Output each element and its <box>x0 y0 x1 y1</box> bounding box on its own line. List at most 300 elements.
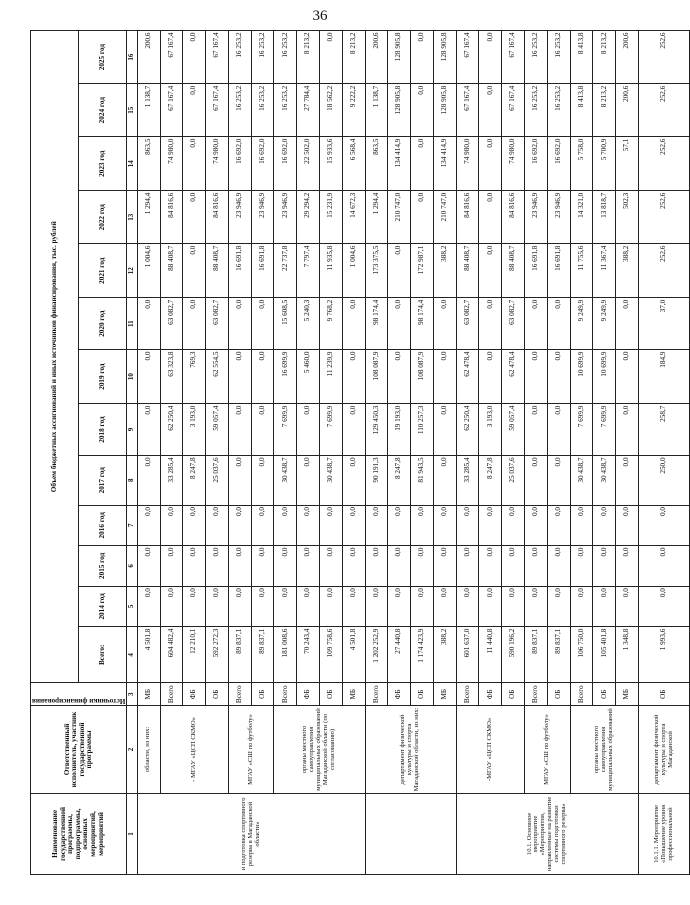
value-cell: 5 240,3 <box>297 298 320 350</box>
value-cell: 0,0 <box>547 505 570 546</box>
value-cell: 0,0 <box>479 137 502 191</box>
value-cell: 0,0 <box>479 505 502 546</box>
value-cell: 0,0 <box>342 546 365 587</box>
value-cell: 16 253,2 <box>251 84 274 137</box>
value-cell: 0,0 <box>479 84 502 137</box>
value-cell: 0,0 <box>228 455 251 505</box>
value-cell: 252,6 <box>638 84 689 137</box>
value-cell: 16 253,2 <box>228 84 251 137</box>
value-cell: 8 247,8 <box>479 455 502 505</box>
table-row <box>456 31 479 875</box>
value-cell: 0,0 <box>502 505 525 546</box>
value-cell: 0,0 <box>638 505 689 546</box>
value-cell: 0,0 <box>479 244 502 298</box>
value-cell: 129 450,3 <box>365 404 388 456</box>
value-cell: 8 413,8 <box>570 31 593 84</box>
col-source-header <box>31 683 127 706</box>
value-cell: 30 438,7 <box>320 455 343 505</box>
value-cell: 11 935,8 <box>320 244 343 298</box>
value-cell: 16 253,2 <box>274 31 297 84</box>
year-header: 2020 год <box>79 298 127 350</box>
value-cell: 88 408,7 <box>502 244 525 298</box>
value-cell: 0,0 <box>183 546 206 587</box>
value-cell: 1 138,7 <box>137 84 160 137</box>
value-cell: 388,2 <box>616 244 639 298</box>
value-cell: 63 082,7 <box>502 298 525 350</box>
value-cell: 0,0 <box>525 350 548 404</box>
budget-table <box>30 30 690 875</box>
value-cell: 0,0 <box>342 350 365 404</box>
value-cell: 63 082,7 <box>206 298 229 350</box>
value-cell: 134 414,9 <box>433 137 456 191</box>
value-cell: 0,0 <box>137 586 160 627</box>
index-cell: 2 <box>127 706 137 794</box>
source-cell: МБ <box>433 683 456 706</box>
source-cell: МБ <box>616 683 639 706</box>
value-cell: 1 348,8 <box>616 627 639 683</box>
value-cell: 0,0 <box>183 137 206 191</box>
value-cell: 16 692,0 <box>547 137 570 191</box>
value-cell: 0,0 <box>388 505 411 546</box>
value-cell: 172 987,1 <box>411 244 434 298</box>
value-cell: 70 243,4 <box>297 627 320 683</box>
value-cell: 0,0 <box>456 586 479 627</box>
value-cell: 0,0 <box>342 505 365 546</box>
year-header: 2014 год <box>79 586 127 627</box>
value-cell: 16 253,2 <box>228 31 251 84</box>
value-cell: 0,0 <box>160 546 183 587</box>
value-cell: 0,0 <box>411 84 434 137</box>
table-row <box>365 31 388 875</box>
index-row <box>127 31 137 875</box>
value-cell: 184,9 <box>638 350 689 404</box>
table-row <box>525 31 548 875</box>
value-cell: 98 174,4 <box>365 298 388 350</box>
value-cell: 0,0 <box>502 586 525 627</box>
value-cell: 19 193,0 <box>388 404 411 456</box>
value-cell: 106 750,0 <box>570 627 593 683</box>
value-cell: 16 253,2 <box>251 31 274 84</box>
value-cell: 13 818,7 <box>593 191 616 244</box>
value-cell: 16 253,2 <box>274 84 297 137</box>
value-cell: 63 082,7 <box>456 298 479 350</box>
value-cell: 1 138,7 <box>365 84 388 137</box>
value-cell: 0,0 <box>297 404 320 456</box>
value-cell: 0,0 <box>251 505 274 546</box>
index-cell: 12 <box>127 244 137 298</box>
value-cell: 1 294,4 <box>365 191 388 244</box>
value-cell: 8 213,2 <box>342 31 365 84</box>
value-cell: 0,0 <box>251 350 274 404</box>
value-cell: 16 253,2 <box>547 84 570 137</box>
value-cell: 0,0 <box>388 298 411 350</box>
value-cell: 0,0 <box>297 455 320 505</box>
value-cell: 0,0 <box>342 586 365 627</box>
value-cell: 110 257,3 <box>411 404 434 456</box>
value-cell: 388,2 <box>433 627 456 683</box>
value-cell: 16 253,2 <box>547 31 570 84</box>
value-cell: 0,0 <box>183 191 206 244</box>
value-cell: 62 250,4 <box>160 404 183 456</box>
value-cell: 0,0 <box>137 298 160 350</box>
value-cell: 0,0 <box>593 505 616 546</box>
value-cell: 0,0 <box>342 298 365 350</box>
source-cell: ОБ <box>638 683 689 706</box>
source-cell: ФБ <box>479 683 502 706</box>
value-cell: 23 946,9 <box>228 191 251 244</box>
value-cell: 0,0 <box>411 31 434 84</box>
value-cell: 0,0 <box>137 455 160 505</box>
value-cell: 181 008,6 <box>274 627 297 683</box>
value-cell: 769,3 <box>183 350 206 404</box>
value-cell: 84 816,6 <box>160 191 183 244</box>
value-cell: 8 213,2 <box>593 31 616 84</box>
index-cell: 5 <box>127 586 137 627</box>
value-cell: 109 758,6 <box>320 627 343 683</box>
index-cell: 15 <box>127 84 137 137</box>
value-cell: 22 737,8 <box>274 244 297 298</box>
year-header: 2024 год <box>79 84 127 137</box>
value-cell: 62 478,4 <box>456 350 479 404</box>
value-cell: 0,0 <box>365 546 388 587</box>
value-cell: 200,6 <box>616 84 639 137</box>
value-cell: 74 980,0 <box>456 137 479 191</box>
value-cell: 25 037,6 <box>206 455 229 505</box>
program-name-cell: 10.1. Основное мероприятие «Мероприятия, направленные на развитие системы подготовки спортивного резерва» <box>456 793 638 874</box>
executor-cell: МГАУ «СШ по футболу» <box>525 706 571 794</box>
value-cell: 0,0 <box>616 404 639 456</box>
index-cell: 9 <box>127 404 137 456</box>
value-cell: 33 285,4 <box>456 455 479 505</box>
index-cell: 16 <box>127 31 137 84</box>
value-cell: 0,0 <box>137 546 160 587</box>
value-cell: 0,0 <box>183 244 206 298</box>
value-cell: 16 691,8 <box>228 244 251 298</box>
value-cell: 0,0 <box>479 586 502 627</box>
value-cell: 128 905,8 <box>433 84 456 137</box>
value-cell: 30 438,7 <box>593 455 616 505</box>
value-cell: 33 285,4 <box>160 455 183 505</box>
value-cell: 0,0 <box>183 298 206 350</box>
value-cell: 0,0 <box>388 586 411 627</box>
value-cell: 88 408,7 <box>160 244 183 298</box>
year-header: 2016 год <box>79 505 127 546</box>
value-cell: 0,0 <box>160 586 183 627</box>
source-cell: ОБ <box>411 683 434 706</box>
value-cell: 27 784,4 <box>297 84 320 137</box>
year-header: 2015 год <box>79 546 127 587</box>
value-cell: 0,0 <box>525 404 548 456</box>
value-cell: 0,0 <box>228 404 251 456</box>
value-cell: 1 993,6 <box>638 627 689 683</box>
value-cell: 0,0 <box>433 404 456 456</box>
value-cell: 4 501,8 <box>137 627 160 683</box>
value-cell: 9 222,2 <box>342 84 365 137</box>
value-cell: 0,0 <box>206 546 229 587</box>
value-cell: 74 980,0 <box>502 137 525 191</box>
value-cell: 0,0 <box>547 350 570 404</box>
value-cell: 0,0 <box>183 505 206 546</box>
value-cell: 9 249,9 <box>570 298 593 350</box>
year-header: 2025 год <box>79 31 127 84</box>
value-cell: 16 699,9 <box>274 350 297 404</box>
year-header: 2021 год <box>79 244 127 298</box>
value-cell: 0,0 <box>456 505 479 546</box>
index-cell: 11 <box>127 298 137 350</box>
value-cell: 0,0 <box>411 505 434 546</box>
value-cell: 0,0 <box>570 546 593 587</box>
value-cell: 0,0 <box>137 404 160 456</box>
value-cell: 3 193,0 <box>479 404 502 456</box>
value-cell: 0,0 <box>479 298 502 350</box>
value-cell: 23 946,9 <box>274 191 297 244</box>
value-cell: 0,0 <box>616 455 639 505</box>
program-name-cell <box>365 793 456 874</box>
value-cell: 7 699,9 <box>593 404 616 456</box>
value-cell: 0,0 <box>228 505 251 546</box>
year-header: 2019 год <box>79 350 127 404</box>
value-cell: 62 554,5 <box>206 350 229 404</box>
value-cell: 0,0 <box>228 350 251 404</box>
table-body <box>137 31 690 875</box>
source-cell: ФБ <box>388 683 411 706</box>
value-cell: 0,0 <box>320 505 343 546</box>
executor-cell: МГАУ «СШ по футболу» <box>228 706 274 794</box>
value-cell: 0,0 <box>479 191 502 244</box>
executor-cell: области, из них: <box>137 706 160 794</box>
value-cell: 9 768,2 <box>320 298 343 350</box>
value-cell: 0,0 <box>525 298 548 350</box>
value-cell: 0,0 <box>411 546 434 587</box>
value-cell: 67 167,4 <box>456 84 479 137</box>
value-cell: 0,0 <box>320 586 343 627</box>
col-source-label: Источники финансирования <box>32 696 126 705</box>
executor-cell: -МГАУ «ЦСП СКМО» <box>456 706 524 794</box>
value-cell: 0,0 <box>479 31 502 84</box>
value-cell: 7 699,9 <box>570 404 593 456</box>
value-cell: 0,0 <box>456 546 479 587</box>
source-cell: Всего <box>228 683 251 706</box>
value-cell: 388,2 <box>433 244 456 298</box>
table-row <box>274 31 297 875</box>
value-cell: 0,0 <box>388 546 411 587</box>
value-cell: 0,0 <box>433 455 456 505</box>
value-cell: 0,0 <box>274 586 297 627</box>
value-cell: 88 408,7 <box>456 244 479 298</box>
value-cell: 0,0 <box>411 586 434 627</box>
value-cell: 0,0 <box>183 586 206 627</box>
value-cell: 1 202 252,9 <box>365 627 388 683</box>
source-cell: Всего <box>274 683 297 706</box>
value-cell: 4 501,8 <box>342 627 365 683</box>
value-cell: 67 167,4 <box>160 31 183 84</box>
value-cell: 0,0 <box>525 546 548 587</box>
table-row <box>228 31 251 875</box>
value-cell: 0,0 <box>342 455 365 505</box>
year-header: 2023 год <box>79 137 127 191</box>
value-cell: 1 174 423,9 <box>411 627 434 683</box>
value-cell: 258,7 <box>638 404 689 456</box>
value-cell: 27 440,8 <box>388 627 411 683</box>
value-cell: 0,0 <box>320 546 343 587</box>
value-cell: 0,0 <box>251 586 274 627</box>
value-cell: 63 323,8 <box>160 350 183 404</box>
value-cell: 0,0 <box>638 546 689 587</box>
value-cell: 0,0 <box>547 455 570 505</box>
total-header: Всего: <box>79 627 127 683</box>
value-cell: 30 438,7 <box>570 455 593 505</box>
value-cell: 0,0 <box>547 586 570 627</box>
program-name-cell: и подготовка спортивного резерва в Магаданской области» <box>137 793 365 874</box>
value-cell: 0,0 <box>228 586 251 627</box>
value-cell: 252,6 <box>638 191 689 244</box>
value-cell: 0,0 <box>616 298 639 350</box>
index-cell: 13 <box>127 191 137 244</box>
value-cell: 16 691,8 <box>251 244 274 298</box>
source-cell: ОБ <box>593 683 616 706</box>
value-cell: 252,6 <box>638 244 689 298</box>
value-cell: 84 816,6 <box>502 191 525 244</box>
value-cell: 0,0 <box>251 546 274 587</box>
value-cell: 3 193,0 <box>183 404 206 456</box>
value-cell: 0,0 <box>616 586 639 627</box>
value-cell: 108 087,9 <box>411 350 434 404</box>
index-cell: 14 <box>127 137 137 191</box>
source-cell: ОБ <box>206 683 229 706</box>
value-cell: 18 562,2 <box>320 84 343 137</box>
value-cell: 0,0 <box>137 350 160 404</box>
index-cell: 1 <box>127 793 137 874</box>
value-cell: 23 946,9 <box>251 191 274 244</box>
value-cell: 0,0 <box>388 244 411 298</box>
table-row <box>137 31 160 875</box>
source-cell: ОБ <box>502 683 525 706</box>
value-cell: 81 943,5 <box>411 455 434 505</box>
value-cell: 16 691,8 <box>547 244 570 298</box>
value-cell: 0,0 <box>479 350 502 404</box>
value-cell: 590 196,2 <box>502 627 525 683</box>
group-title-header: Объем бюджетных ассигнований и иных источников финансирования, тыс. рублей <box>31 31 79 683</box>
source-cell: Всего <box>525 683 548 706</box>
source-cell: ФБ <box>297 683 320 706</box>
value-cell: 10 699,9 <box>593 350 616 404</box>
value-cell: 592 272,3 <box>206 627 229 683</box>
value-cell: 8 213,2 <box>593 84 616 137</box>
source-cell: ОБ <box>320 683 343 706</box>
value-cell: 16 691,8 <box>525 244 548 298</box>
value-cell: 0,0 <box>616 350 639 404</box>
year-header: 2017 год <box>79 455 127 505</box>
value-cell: 0,0 <box>433 546 456 587</box>
value-cell: 1 004,6 <box>342 244 365 298</box>
source-cell: Всего <box>456 683 479 706</box>
value-cell: 9 249,9 <box>593 298 616 350</box>
value-cell: 12 210,1 <box>183 627 206 683</box>
value-cell: 0,0 <box>411 191 434 244</box>
value-cell: 134 414,9 <box>388 137 411 191</box>
value-cell: 29 294,2 <box>297 191 320 244</box>
value-cell: 59 057,4 <box>502 404 525 456</box>
value-cell: 67 167,4 <box>206 84 229 137</box>
value-cell: 7 699,9 <box>320 404 343 456</box>
value-cell: 0,0 <box>183 84 206 137</box>
value-cell: 502,3 <box>616 191 639 244</box>
value-cell: 15 231,9 <box>320 191 343 244</box>
value-cell: 0,0 <box>616 505 639 546</box>
value-cell: 0,0 <box>251 298 274 350</box>
value-cell: 0,0 <box>365 505 388 546</box>
value-cell: 0,0 <box>525 586 548 627</box>
value-cell: 84 816,6 <box>456 191 479 244</box>
value-cell: 0,0 <box>228 546 251 587</box>
value-cell: 89 837,1 <box>525 627 548 683</box>
value-cell: 23 946,9 <box>547 191 570 244</box>
value-cell: 15 933,6 <box>320 137 343 191</box>
value-cell: 0,0 <box>433 350 456 404</box>
value-cell: 74 980,0 <box>206 137 229 191</box>
value-cell: 128 905,8 <box>388 84 411 137</box>
value-cell: 89 837,1 <box>547 627 570 683</box>
value-cell: 0,0 <box>593 546 616 587</box>
value-cell: 252,6 <box>638 31 689 84</box>
source-cell: Всего <box>365 683 388 706</box>
index-cell: 3 <box>127 683 137 706</box>
source-cell: ФБ <box>183 683 206 706</box>
value-cell: 0,0 <box>570 586 593 627</box>
value-cell: 14 321,0 <box>570 191 593 244</box>
value-cell: 0,0 <box>251 455 274 505</box>
source-cell: Всего <box>570 683 593 706</box>
value-cell: 14 672,3 <box>342 191 365 244</box>
source-cell: ОБ <box>547 683 570 706</box>
executor-cell: департамент физической культуры и спорта Магаданской области, из них: <box>365 706 456 794</box>
value-cell: 23 946,9 <box>525 191 548 244</box>
value-cell: 11 367,4 <box>593 244 616 298</box>
value-cell: 0,0 <box>274 546 297 587</box>
value-cell: 30 438,7 <box>274 455 297 505</box>
value-cell: 90 191,3 <box>365 455 388 505</box>
value-cell: 0,0 <box>570 505 593 546</box>
value-cell: 0,0 <box>479 546 502 587</box>
value-cell: 6 568,4 <box>342 137 365 191</box>
value-cell: 62 250,4 <box>456 404 479 456</box>
year-header: 2022 год <box>79 191 127 244</box>
value-cell: 0,0 <box>183 31 206 84</box>
value-cell: 22 502,0 <box>297 137 320 191</box>
col-exec-header: Ответственный исполнитель, участник государственной программы <box>31 706 127 794</box>
value-cell: 0,0 <box>547 404 570 456</box>
executor-cell: органы местного самоуправления муниципальных образований <box>570 706 638 794</box>
table-row <box>160 31 183 875</box>
index-cell: 4 <box>127 627 137 683</box>
value-cell: 0,0 <box>433 586 456 627</box>
value-cell: 67 167,4 <box>160 84 183 137</box>
value-cell: 1 294,4 <box>137 191 160 244</box>
value-cell: 84 816,6 <box>206 191 229 244</box>
value-cell: 604 482,4 <box>160 627 183 683</box>
value-cell: 0,0 <box>616 546 639 587</box>
value-cell: 16 692,0 <box>251 137 274 191</box>
executor-cell: департамент физической культуры и спорта Магаданской <box>638 706 689 794</box>
value-cell: 210 747,0 <box>433 191 456 244</box>
value-cell: 5 758,0 <box>570 137 593 191</box>
value-cell: 0,0 <box>638 586 689 627</box>
executor-cell: - МГАУ «ЦСП СКМО» <box>160 706 228 794</box>
value-cell: 67 167,4 <box>456 31 479 84</box>
value-cell: 8 213,2 <box>297 31 320 84</box>
value-cell: 25 037,6 <box>502 455 525 505</box>
value-cell: 8 247,8 <box>388 455 411 505</box>
